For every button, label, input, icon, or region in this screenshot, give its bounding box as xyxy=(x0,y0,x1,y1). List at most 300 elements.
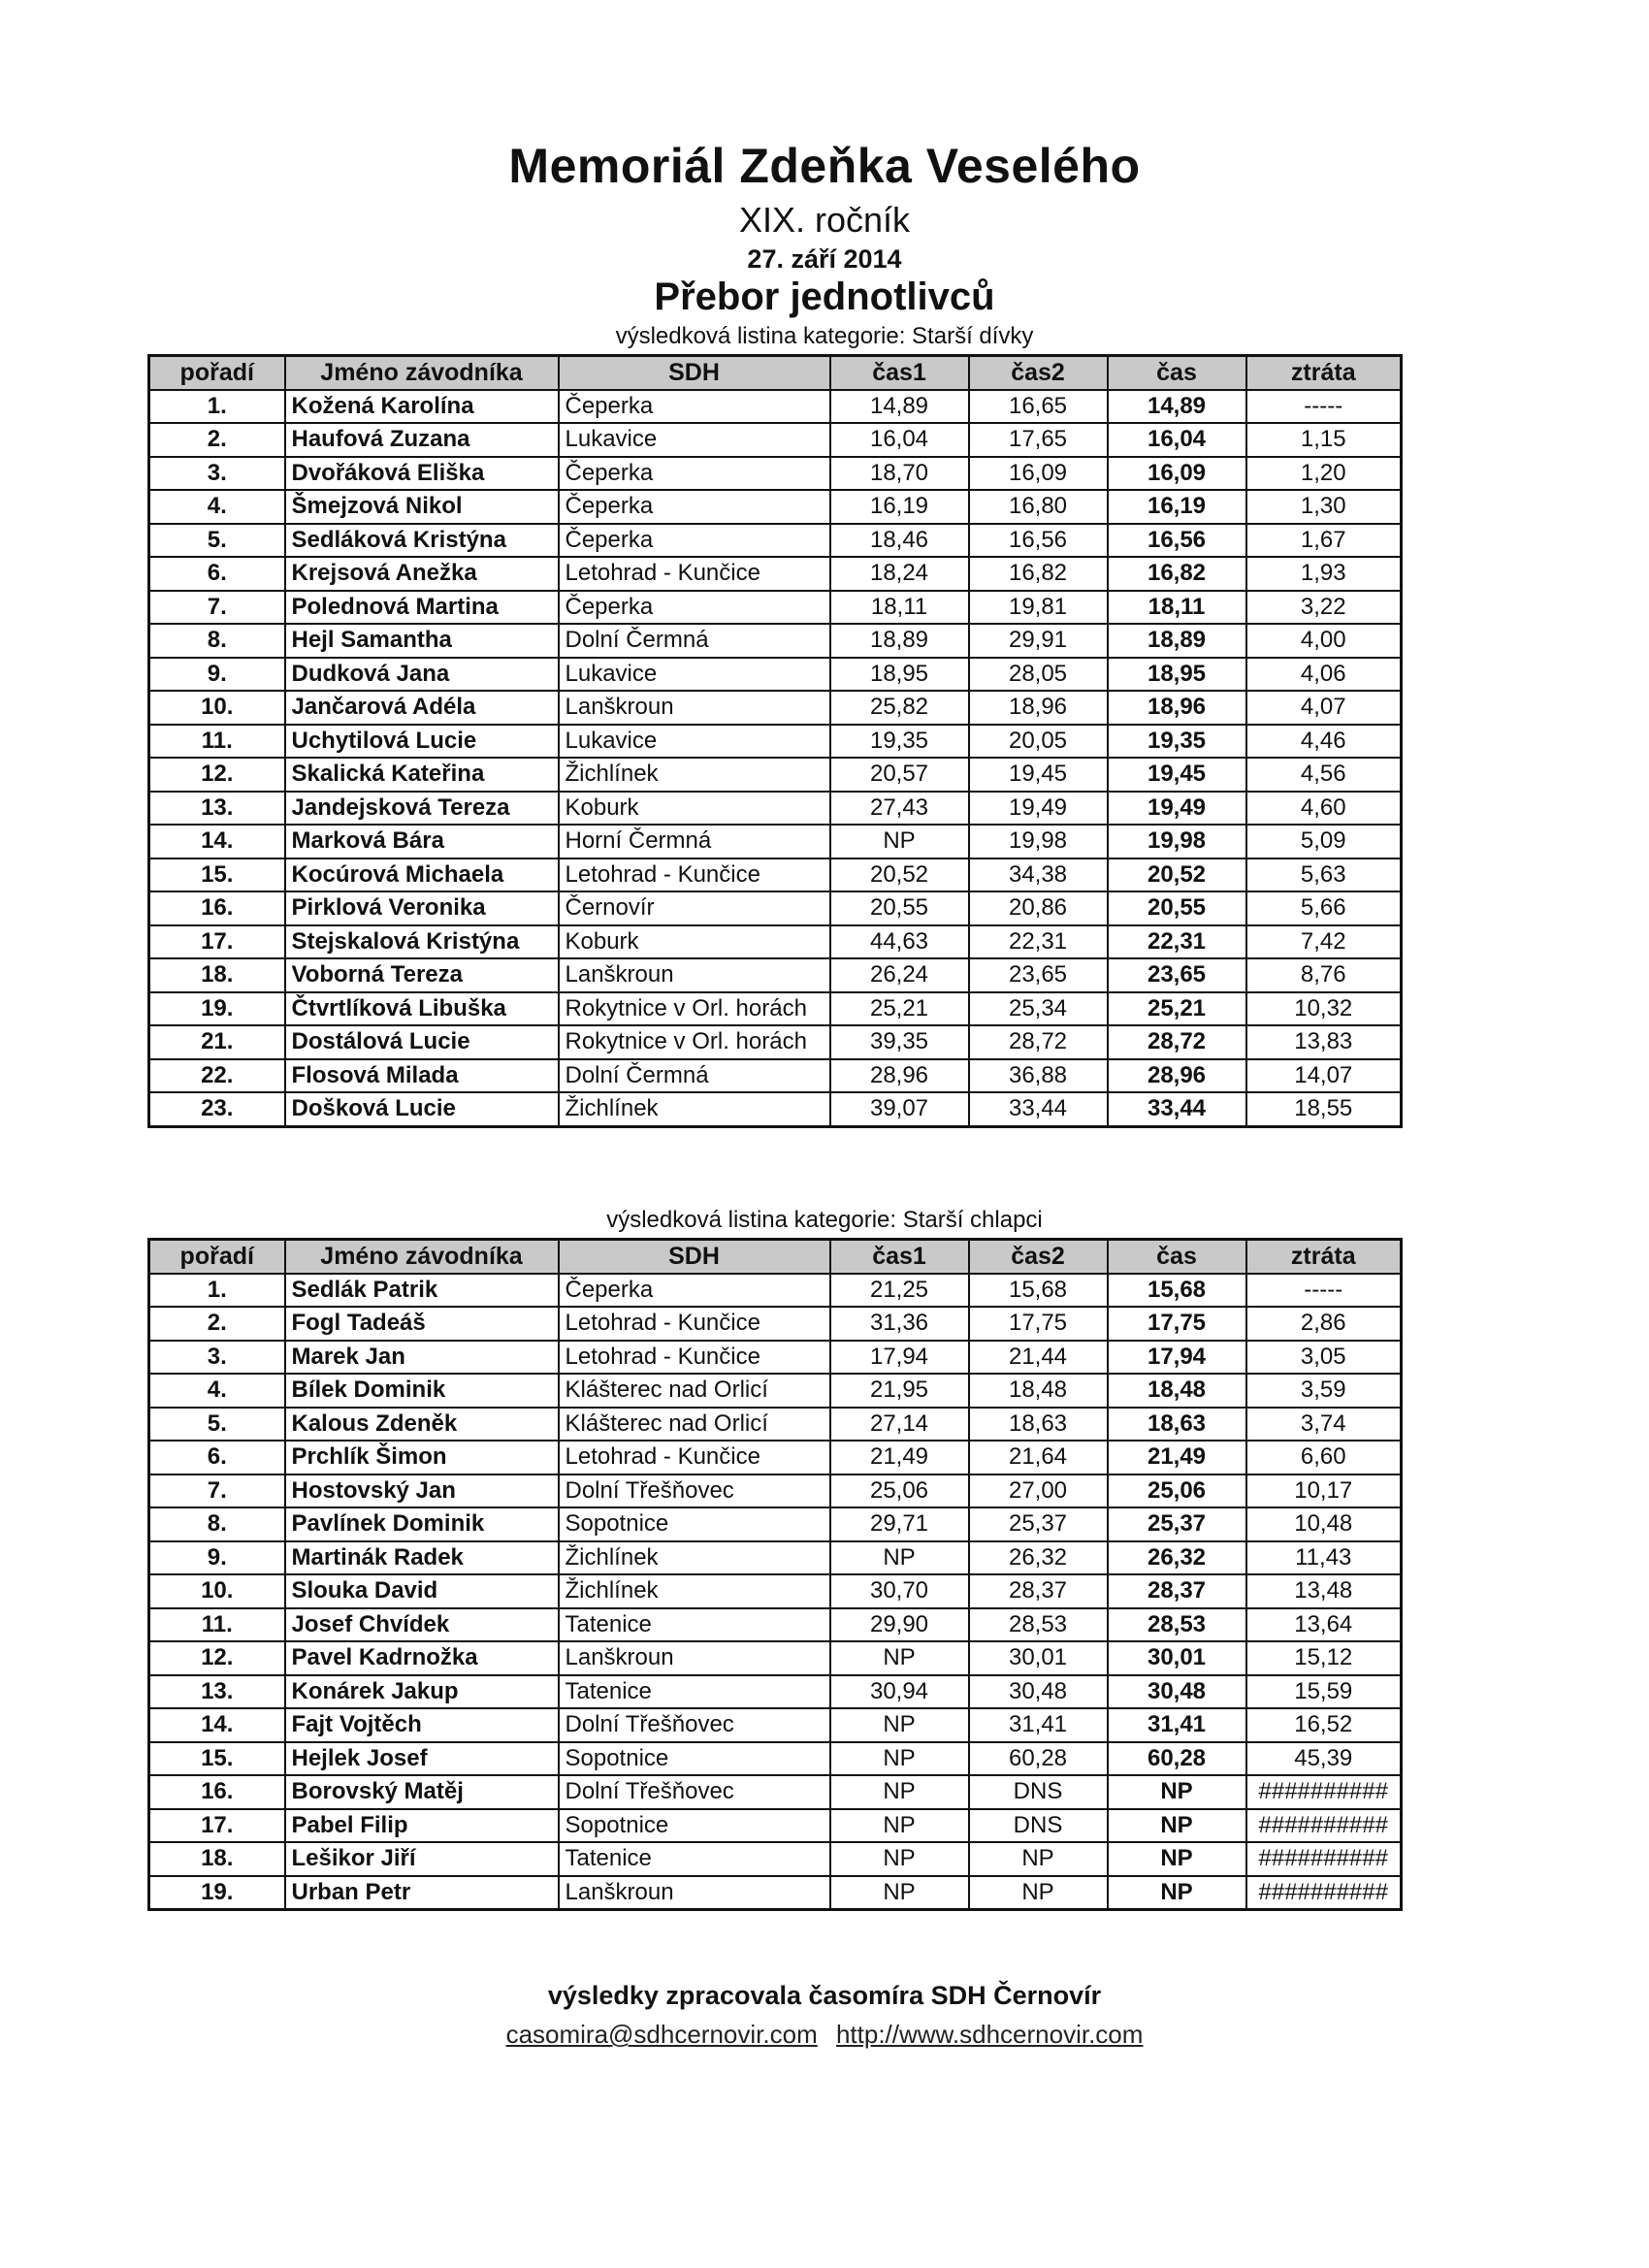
cell-time2: 20,86 xyxy=(969,891,1108,925)
cell-sdh: Čeperka xyxy=(559,390,830,424)
table-row xyxy=(149,1507,1402,1541)
cell-time1: 26,24 xyxy=(830,958,969,992)
cell-time: 15,68 xyxy=(1108,1274,1246,1308)
table-row xyxy=(149,825,1402,859)
cell-sdh: Tatenice xyxy=(559,1675,830,1709)
cell-loss: 15,12 xyxy=(1246,1641,1402,1675)
header-col-rank: pořadí xyxy=(149,1240,285,1274)
cell-name: Šmejzová Nikol xyxy=(285,490,559,524)
cell-sdh: Dolní Čermná xyxy=(559,624,830,658)
cell-time2: 19,98 xyxy=(969,825,1108,859)
table-row xyxy=(149,1775,1402,1809)
table-row xyxy=(149,1474,1402,1508)
cell-time: 28,53 xyxy=(1108,1608,1246,1642)
cell-rank: 4. xyxy=(149,1374,285,1408)
cell-rank: 3. xyxy=(149,1341,285,1375)
cell-loss: 14,07 xyxy=(1246,1059,1402,1093)
cell-rank: 10. xyxy=(149,1574,285,1608)
cell-time1: 21,25 xyxy=(830,1274,969,1308)
table-row xyxy=(149,423,1402,457)
cell-rank: 19. xyxy=(149,1876,285,1910)
cell-sdh: Koburk xyxy=(559,925,830,959)
cell-loss: 15,59 xyxy=(1246,1675,1402,1709)
cell-time: 26,32 xyxy=(1108,1541,1246,1575)
cell-time2: 15,68 xyxy=(969,1274,1108,1308)
cell-time2: 28,53 xyxy=(969,1608,1108,1642)
cell-time: 17,75 xyxy=(1108,1307,1246,1341)
header-col-loss: ztráta xyxy=(1246,356,1402,390)
table-row xyxy=(149,1274,1402,1308)
cell-rank: 8. xyxy=(149,624,285,658)
cell-name: Hejlek Josef xyxy=(285,1742,559,1776)
cell-time1: 16,19 xyxy=(830,490,969,524)
cell-rank: 12. xyxy=(149,1641,285,1675)
cell-time: 19,35 xyxy=(1108,725,1246,759)
cell-loss: 4,46 xyxy=(1246,725,1402,759)
cell-loss: ########## xyxy=(1246,1842,1402,1876)
table-row xyxy=(149,1876,1402,1910)
cell-sdh: Dolní Čermná xyxy=(559,1059,830,1093)
cell-sdh: Tatenice xyxy=(559,1608,830,1642)
website-link[interactable]: http://www.sdhcernovir.com xyxy=(835,2020,1144,2049)
cell-rank: 7. xyxy=(149,1474,285,1508)
cell-name: Urban Petr xyxy=(285,1876,559,1910)
cell-time1: 18,89 xyxy=(830,624,969,658)
cell-rank: 16. xyxy=(149,891,285,925)
cell-loss: 10,48 xyxy=(1246,1507,1402,1541)
header-col-time: čas xyxy=(1108,356,1246,390)
cell-time1: NP xyxy=(830,1876,969,1910)
cell-sdh: Sopotnice xyxy=(559,1809,830,1843)
cell-rank: 16. xyxy=(149,1775,285,1809)
cell-time: 25,21 xyxy=(1108,992,1246,1026)
cell-time2: 18,96 xyxy=(969,691,1108,725)
cell-loss: 1,30 xyxy=(1246,490,1402,524)
cell-rank: 1. xyxy=(149,1274,285,1308)
cell-time: 19,49 xyxy=(1108,792,1246,826)
cell-time: NP xyxy=(1108,1809,1246,1843)
results-table-boys xyxy=(147,1238,1403,1911)
cell-name: Pavel Kadrnožka xyxy=(285,1641,559,1675)
cell-name: Fogl Tadeáš xyxy=(285,1307,559,1341)
table-row xyxy=(149,1307,1402,1341)
table-row xyxy=(149,1541,1402,1575)
cell-time1: 44,63 xyxy=(830,925,969,959)
cell-time: 18,11 xyxy=(1108,591,1246,625)
table-row xyxy=(149,1441,1402,1474)
cell-time2: 33,44 xyxy=(969,1092,1108,1126)
cell-time: 16,04 xyxy=(1108,423,1246,457)
cell-name: Josef Chvídek xyxy=(285,1608,559,1642)
cell-time2: 26,32 xyxy=(969,1541,1108,1575)
cell-loss: 3,59 xyxy=(1246,1374,1402,1408)
cell-time1: NP xyxy=(830,1708,969,1742)
cell-loss: 4,06 xyxy=(1246,658,1402,692)
email-link[interactable]: casomira@sdhcernovir.com xyxy=(505,2020,818,2049)
cell-time: 16,56 xyxy=(1108,524,1246,558)
table-row xyxy=(149,390,1402,424)
cell-name: Marková Bára xyxy=(285,825,559,859)
cell-rank: 17. xyxy=(149,1809,285,1843)
cell-loss: 1,20 xyxy=(1246,457,1402,491)
table-row xyxy=(149,1025,1402,1059)
cell-loss: 1,93 xyxy=(1246,557,1402,591)
cell-name: Jančarová Adéla xyxy=(285,691,559,725)
cell-time1: 20,57 xyxy=(830,758,969,792)
cell-sdh: Lukavice xyxy=(559,423,830,457)
cell-rank: 6. xyxy=(149,1441,285,1474)
cell-loss: 10,17 xyxy=(1246,1474,1402,1508)
cell-time2: 19,81 xyxy=(969,591,1108,625)
cell-sdh: Dolní Třešňovec xyxy=(559,1474,830,1508)
cell-time1: 29,90 xyxy=(830,1608,969,1642)
cell-time1: 29,71 xyxy=(830,1507,969,1541)
cell-time: 16,09 xyxy=(1108,457,1246,491)
cell-sdh: Sopotnice xyxy=(559,1507,830,1541)
cell-loss: 18,55 xyxy=(1246,1092,1402,1126)
cell-time2: 28,72 xyxy=(969,1025,1108,1059)
cell-time1: 21,95 xyxy=(830,1374,969,1408)
cell-time2: DNS xyxy=(969,1809,1108,1843)
cell-time2: 23,65 xyxy=(969,958,1108,992)
table-row xyxy=(149,792,1402,826)
table-row xyxy=(149,1059,1402,1093)
cell-time1: 27,43 xyxy=(830,792,969,826)
cell-name: Dostálová Lucie xyxy=(285,1025,559,1059)
cell-name: Pabel Filip xyxy=(285,1809,559,1843)
category-label-boys: výsledková listina kategorie: Starší chlapci xyxy=(606,1207,1043,1233)
cell-time2: 60,28 xyxy=(969,1742,1108,1776)
cell-loss: 4,00 xyxy=(1246,624,1402,658)
cell-time2: 16,09 xyxy=(969,457,1108,491)
cell-time: 28,37 xyxy=(1108,1574,1246,1608)
cell-time: 19,45 xyxy=(1108,758,1246,792)
table-row xyxy=(149,725,1402,759)
cell-rank: 2. xyxy=(149,423,285,457)
cell-time2: 16,65 xyxy=(969,390,1108,424)
cell-rank: 11. xyxy=(149,725,285,759)
cell-sdh: Žichlínek xyxy=(559,1574,830,1608)
cell-rank: 13. xyxy=(149,792,285,826)
cell-sdh: Horní Čermná xyxy=(559,825,830,859)
cell-sdh: Letohrad - Kunčice xyxy=(559,1341,830,1375)
cell-loss: 4,07 xyxy=(1246,691,1402,725)
table-row xyxy=(149,1675,1402,1709)
cell-loss: 13,48 xyxy=(1246,1574,1402,1608)
cell-time: 14,89 xyxy=(1108,390,1246,424)
cell-loss: 45,39 xyxy=(1246,1742,1402,1776)
header-col-time1: čas1 xyxy=(830,356,969,390)
cell-rank: 6. xyxy=(149,557,285,591)
header-col-name: Jméno závodníka xyxy=(285,1240,559,1274)
cell-time2: 16,82 xyxy=(969,557,1108,591)
cell-time1: 19,35 xyxy=(830,725,969,759)
cell-time1: 18,70 xyxy=(830,457,969,491)
cell-sdh: Žichlínek xyxy=(559,758,830,792)
cell-time1: NP xyxy=(830,1742,969,1776)
cell-time: 18,89 xyxy=(1108,624,1246,658)
table-row xyxy=(149,758,1402,792)
cell-time2: 30,01 xyxy=(969,1641,1108,1675)
edition-label: XIX. ročník xyxy=(738,200,911,240)
cell-sdh: Čeperka xyxy=(559,591,830,625)
cell-time2: 16,80 xyxy=(969,490,1108,524)
cell-time2: 20,05 xyxy=(969,725,1108,759)
cell-name: Pavlínek Dominik xyxy=(285,1507,559,1541)
cell-sdh: Černovír xyxy=(559,891,830,925)
cell-time2: 28,05 xyxy=(969,658,1108,692)
header-col-sdh: SDH xyxy=(559,1240,830,1274)
processed-by-note: výsledky zpracovala časomíra SDH Černovír xyxy=(547,1981,1102,2010)
cell-name: Bílek Dominik xyxy=(285,1374,559,1408)
cell-sdh: Čeperka xyxy=(559,524,830,558)
cell-time: 22,31 xyxy=(1108,925,1246,959)
cell-time1: 17,94 xyxy=(830,1341,969,1375)
cell-sdh: Lanškroun xyxy=(559,958,830,992)
table-row xyxy=(149,992,1402,1026)
cell-rank: 13. xyxy=(149,1675,285,1709)
cell-sdh: Čeperka xyxy=(559,1274,830,1308)
cell-time2: 19,45 xyxy=(969,758,1108,792)
cell-time1: 30,70 xyxy=(830,1574,969,1608)
cell-loss: ----- xyxy=(1246,1274,1402,1308)
cell-sdh: Letohrad - Kunčice xyxy=(559,1307,830,1341)
cell-time: 18,63 xyxy=(1108,1408,1246,1442)
cell-time: 25,37 xyxy=(1108,1507,1246,1541)
table-row xyxy=(149,1809,1402,1843)
cell-time1: 20,52 xyxy=(830,859,969,892)
cell-time2: 18,48 xyxy=(969,1374,1108,1408)
cell-name: Martinák Radek xyxy=(285,1541,559,1575)
cell-time1: NP xyxy=(830,1541,969,1575)
cell-time1: 14,89 xyxy=(830,390,969,424)
cell-time1: 18,24 xyxy=(830,557,969,591)
cell-loss: ########## xyxy=(1246,1775,1402,1809)
cell-rank: 14. xyxy=(149,1708,285,1742)
cell-time1: NP xyxy=(830,1641,969,1675)
cell-loss: 5,63 xyxy=(1246,859,1402,892)
cell-name: Čtvrtlíková Libuška xyxy=(285,992,559,1026)
cell-name: Kocúrová Michaela xyxy=(285,859,559,892)
cell-time2: 34,38 xyxy=(969,859,1108,892)
cell-loss: 2,86 xyxy=(1246,1307,1402,1341)
cell-sdh: Lukavice xyxy=(559,725,830,759)
cell-name: Borovský Matěj xyxy=(285,1775,559,1809)
cell-time1: NP xyxy=(830,1842,969,1876)
cell-time1: 28,96 xyxy=(830,1059,969,1093)
cell-time: 20,52 xyxy=(1108,859,1246,892)
cell-loss: 10,32 xyxy=(1246,992,1402,1026)
cell-name: Konárek Jakup xyxy=(285,1675,559,1709)
cell-time: 28,96 xyxy=(1108,1059,1246,1093)
cell-rank: 10. xyxy=(149,691,285,725)
cell-name: Marek Jan xyxy=(285,1341,559,1375)
header-col-name: Jméno závodníka xyxy=(285,356,559,390)
cell-time: NP xyxy=(1108,1842,1246,1876)
cell-name: Flosová Milada xyxy=(285,1059,559,1093)
cell-sdh: Čeperka xyxy=(559,490,830,524)
table-row xyxy=(149,524,1402,558)
cell-loss: 4,56 xyxy=(1246,758,1402,792)
cell-loss: 5,09 xyxy=(1246,825,1402,859)
table-row xyxy=(149,1374,1402,1408)
cell-sdh: Letohrad - Kunčice xyxy=(559,1441,830,1474)
cell-time2: 28,37 xyxy=(969,1574,1108,1608)
cell-loss: 5,66 xyxy=(1246,891,1402,925)
cell-time: 60,28 xyxy=(1108,1742,1246,1776)
cell-rank: 18. xyxy=(149,958,285,992)
cell-time: 17,94 xyxy=(1108,1341,1246,1375)
cell-time: 21,49 xyxy=(1108,1441,1246,1474)
table-row xyxy=(149,1842,1402,1876)
cell-loss: 8,76 xyxy=(1246,958,1402,992)
cell-loss: 1,67 xyxy=(1246,524,1402,558)
cell-time1: 20,55 xyxy=(830,891,969,925)
cell-sdh: Tatenice xyxy=(559,1842,830,1876)
cell-time1: 18,11 xyxy=(830,591,969,625)
cell-sdh: Letohrad - Kunčice xyxy=(559,859,830,892)
table-body xyxy=(149,390,1402,1127)
cell-time: NP xyxy=(1108,1876,1246,1910)
cell-time1: 21,49 xyxy=(830,1441,969,1474)
table-row xyxy=(149,1608,1402,1642)
cell-time: 19,98 xyxy=(1108,825,1246,859)
cell-time2: 19,49 xyxy=(969,792,1108,826)
cell-rank: 21. xyxy=(149,1025,285,1059)
cell-time: 30,01 xyxy=(1108,1641,1246,1675)
cell-time: 23,65 xyxy=(1108,958,1246,992)
cell-rank: 9. xyxy=(149,658,285,692)
cell-sdh: Lanškroun xyxy=(559,1641,830,1675)
table-row xyxy=(149,1408,1402,1442)
cell-time2: 21,44 xyxy=(969,1341,1108,1375)
cell-sdh: Lukavice xyxy=(559,658,830,692)
table-row xyxy=(149,1092,1402,1126)
cell-sdh: Čeperka xyxy=(559,457,830,491)
cell-time1: 18,95 xyxy=(830,658,969,692)
cell-sdh: Žichlínek xyxy=(559,1092,830,1126)
cell-rank: 3. xyxy=(149,457,285,491)
cell-sdh: Rokytnice v Orl. horách xyxy=(559,992,830,1026)
table-row xyxy=(149,891,1402,925)
cell-rank: 22. xyxy=(149,1059,285,1093)
cell-sdh: Lanškroun xyxy=(559,691,830,725)
cell-name: Uchytilová Lucie xyxy=(285,725,559,759)
cell-sdh: Koburk xyxy=(559,792,830,826)
cell-name: Sedlák Patrik xyxy=(285,1274,559,1308)
cell-rank: 15. xyxy=(149,1742,285,1776)
table-body xyxy=(149,1274,1402,1910)
cell-rank: 11. xyxy=(149,1608,285,1642)
cell-sdh: Rokytnice v Orl. horách xyxy=(559,1025,830,1059)
header-col-time1: čas1 xyxy=(830,1240,969,1274)
table-header-row xyxy=(149,356,1402,390)
cell-name: Sedláková Kristýna xyxy=(285,524,559,558)
cell-time2: 17,65 xyxy=(969,423,1108,457)
cell-name: Hejl Samantha xyxy=(285,624,559,658)
cell-sdh: Letohrad - Kunčice xyxy=(559,557,830,591)
cell-time1: NP xyxy=(830,1775,969,1809)
table-row xyxy=(149,1641,1402,1675)
cell-loss: 3,22 xyxy=(1246,591,1402,625)
cell-time2: DNS xyxy=(969,1775,1108,1809)
cell-rank: 23. xyxy=(149,1092,285,1126)
table-row xyxy=(149,691,1402,725)
cell-time1: NP xyxy=(830,825,969,859)
cell-time1: 30,94 xyxy=(830,1675,969,1709)
table-row xyxy=(149,859,1402,892)
table-row xyxy=(149,1574,1402,1608)
cell-sdh: Klášterec nad Orlicí xyxy=(559,1408,830,1442)
cell-name: Kalous Zdeněk xyxy=(285,1408,559,1442)
cell-time2: 27,00 xyxy=(969,1474,1108,1508)
cell-time: 18,48 xyxy=(1108,1374,1246,1408)
cell-time1: 39,35 xyxy=(830,1025,969,1059)
cell-sdh: Žichlínek xyxy=(559,1541,830,1575)
cell-time: 33,44 xyxy=(1108,1092,1246,1126)
cell-loss: 11,43 xyxy=(1246,1541,1402,1575)
cell-time2: 30,48 xyxy=(969,1675,1108,1709)
cell-time2: 29,91 xyxy=(969,624,1108,658)
cell-name: Došková Lucie xyxy=(285,1092,559,1126)
cell-time2: 22,31 xyxy=(969,925,1108,959)
cell-time: 18,96 xyxy=(1108,691,1246,725)
header-col-time2: čas2 xyxy=(969,356,1108,390)
cell-name: Dudková Jana xyxy=(285,658,559,692)
footer-links xyxy=(0,2020,1649,2050)
cell-loss: 13,83 xyxy=(1246,1025,1402,1059)
cell-name: Lešikor Jiří xyxy=(285,1842,559,1876)
cell-loss: 3,74 xyxy=(1246,1408,1402,1442)
cell-name: Skalická Kateřina xyxy=(285,758,559,792)
cell-loss: 6,60 xyxy=(1246,1441,1402,1474)
cell-time1: 31,36 xyxy=(830,1307,969,1341)
cell-loss: ----- xyxy=(1246,390,1402,424)
cell-time: 30,48 xyxy=(1108,1675,1246,1709)
header-col-rank: pořadí xyxy=(149,356,285,390)
cell-name: Voborná Tereza xyxy=(285,958,559,992)
event-date: 27. září 2014 xyxy=(747,244,902,274)
cell-rank: 17. xyxy=(149,925,285,959)
cell-time: 28,72 xyxy=(1108,1025,1246,1059)
cell-loss: 3,05 xyxy=(1246,1341,1402,1375)
cell-time1: 25,82 xyxy=(830,691,969,725)
cell-loss: 13,64 xyxy=(1246,1608,1402,1642)
cell-name: Dvořáková Eliška xyxy=(285,457,559,491)
cell-rank: 9. xyxy=(149,1541,285,1575)
cell-time: NP xyxy=(1108,1775,1246,1809)
cell-time: 16,19 xyxy=(1108,490,1246,524)
cell-rank: 15. xyxy=(149,859,285,892)
cell-rank: 4. xyxy=(149,490,285,524)
cell-time: 31,41 xyxy=(1108,1708,1246,1742)
header-col-loss: ztráta xyxy=(1246,1240,1402,1274)
cell-time: 16,82 xyxy=(1108,557,1246,591)
cell-time: 20,55 xyxy=(1108,891,1246,925)
cell-time2: 25,37 xyxy=(969,1507,1108,1541)
table-header-row xyxy=(149,1240,1402,1274)
cell-rank: 14. xyxy=(149,825,285,859)
cell-loss: 4,60 xyxy=(1246,792,1402,826)
cell-loss: 7,42 xyxy=(1246,925,1402,959)
cell-name: Polednová Martina xyxy=(285,591,559,625)
table-row xyxy=(149,490,1402,524)
cell-time2: 36,88 xyxy=(969,1059,1108,1093)
cell-sdh: Lanškroun xyxy=(559,1876,830,1910)
cell-rank: 12. xyxy=(149,758,285,792)
cell-rank: 19. xyxy=(149,992,285,1026)
cell-rank: 2. xyxy=(149,1307,285,1341)
